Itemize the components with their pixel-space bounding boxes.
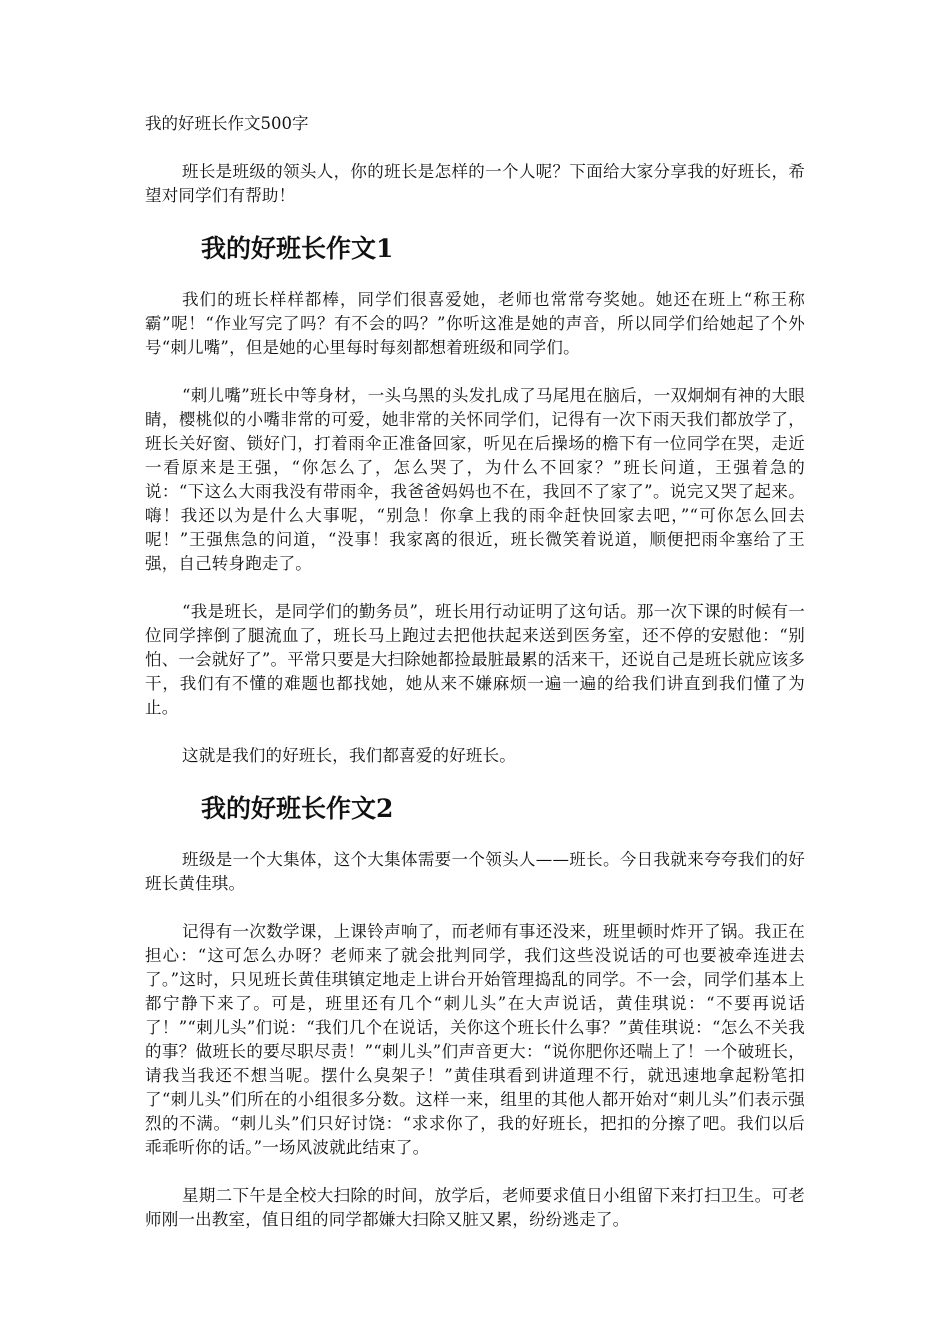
section-1-paragraph-3: “我是班长，是同学们的勤务员”，班长用行动证明了这句话。那一次下课的时候有一位同学摔倒了腿流血了，班长马上跑过去把他扶起来送到医务室，还不停的安慰他：“别怕、一会就好了”。平常只要是大扫除她都捡最脏最累的活来干，还说自己是班长就应该多干，我们有不懂的难题也都找她，她从来不嫌麻烦一遍一遍的给我们讲直到我们懂了为止。 <box>145 602 805 717</box>
section-1-paragraph-2: “刺儿嘴”班长中等身材，一头乌黑的头发扎成了马尾甩在脑后，一双炯炯有神的大眼睛，樱桃似的小嘴非常的可爱，她非常的关怀同学们，记得有一次下雨天我们都放学了，班长关好窗、锁好门，打着雨伞正准备回家，听见在后操场的檐下有一位同学在哭，走近一看原来是王强，“你怎么了，怎么哭了，为什么不回家？”班长问道，王强着急的说：“下这么大雨我没有带雨伞，我爸爸妈妈也不在，我回不了家了”。说完又哭了起来。嗨！我还以为是什么大事呢，“别急！你拿上我的雨伞赶快回家去吧，”“可你怎么回去呢！”王强焦急的问道，“没事！我家离的很近，班长微笑着说道，顺便把雨伞塞给了王强，自己转身跑走了。 <box>145 386 805 573</box>
document-page <box>145 112 805 1256</box>
intro-paragraph: 班长是班级的领头人，你的班长是怎样的一个人呢？下面给大家分享我的好班长，希望对同学们有帮助！ <box>145 162 805 205</box>
section-1-paragraph-4: 这就是我们的好班长，我们都喜爱的好班长。 <box>182 746 516 765</box>
section-heading-2: 我的好班长作文2 <box>201 794 394 823</box>
section-2-paragraph-1: 班级是一个大集体，这个大集体需要一个领头人——班长。今日我就来夸夸我们的好班长黄佳琪。 <box>145 850 805 893</box>
section-2-paragraph-3: 星期二下午是全校大扫除的时间，放学后，老师要求值日小组留下来打扫卫生。可老师刚一出教室，值日组的同学都嫌大扫除又脏又累，纷纷逃走了。 <box>145 1186 805 1229</box>
section-heading-1: 我的好班长作文1 <box>201 234 394 263</box>
section-1-paragraph-1: 我们的班长样样都棒，同学们很喜爱她，老师也常常夸奖她。她还在班上“称王称霸”呢！“作业写完了吗？有不会的吗？”你听这准是她的声音，所以同学们给她起了个外号“刺儿嘴”，但是她的心里每时每刻都想着班级和同学们。 <box>145 290 805 357</box>
document-title: 我的好班长作文500字 <box>145 114 309 133</box>
section-2-paragraph-2: 记得有一次数学课，上课铃声响了，而老师有事还没来，班里顿时炸开了锅。我正在担心：“这可怎么办呀？老师来了就会批判同学，我们这些没说话的可也要被牵连进去了。”这时，只见班长黄佳琪镇定地走上讲台开始管理捣乱的同学。不一会，同学们基本上都宁静下来了。可是，班里还有几个“刺儿头”在大声说话，黄佳琪说：“不要再说话了！”“刺儿头”们说：“我们几个在说话，关你这个班长什么事？”黄佳琪说：“怎么不关我的事？做班长的要尽职尽责！”“刺儿头”们声音更大：“说你肥你还喘上了！一个破班长，请我当我还不想当呢。摆什么臭架子！”黄佳琪看到讲道理不行，就迅速地拿起粉笔扣了“刺儿头”们所在的小组很多分数。这样一来，组里的其他人都开始对“刺儿头”们表示强烈的不满。“刺儿头”们只好讨饶：“求求你了，我的好班长，把扣的分擦了吧。我们以后乖乖听你的话。”一场风波就此结束了。 <box>145 922 805 1157</box>
